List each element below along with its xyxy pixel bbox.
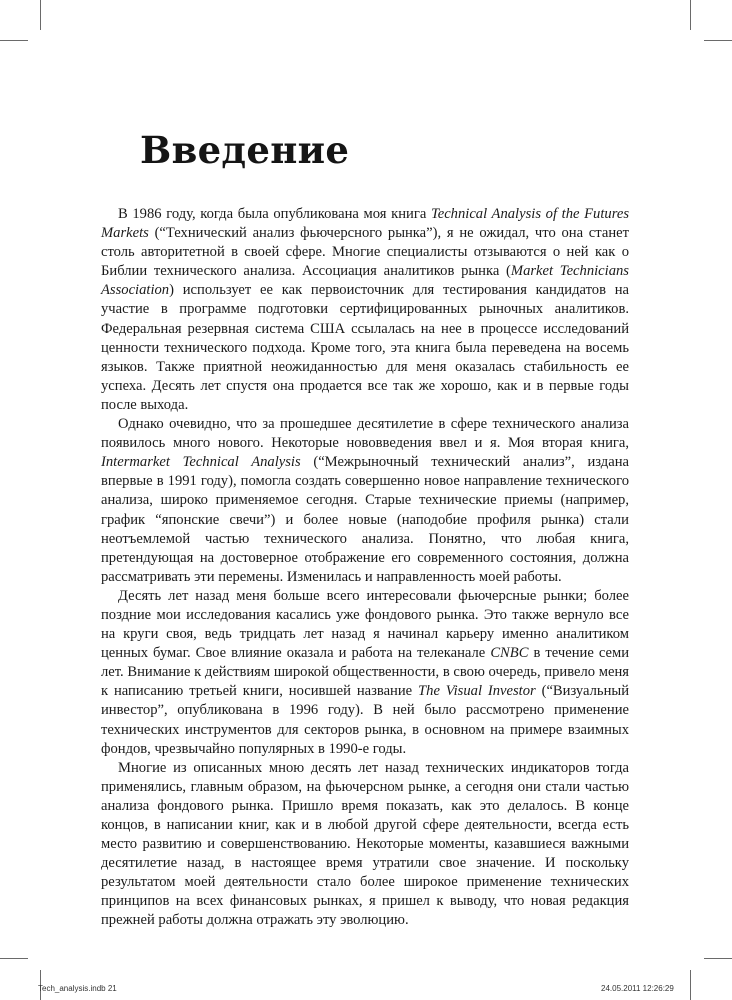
paragraph: В 1986 году, когда была опубликована моя книга Technical Analysis of the Futures Markets (“Технический анализ фьючерсного рынка”), я не ожидал, что она станет столь авторитетной в своей сфере. Многие специалисты отзываются о ней как о Библии технического анализа. Ассоциация аналитиков рынка (Market Technicians Association) использует ее как первоисточник для тестирования кандидатов на участие в программе подготовки сертифицированных рыночных аналитиков. Федеральная резервная система США ссылалась на нее в процессе исследований ценности технического подхода. Кроме того, эта книга была переведена на восемь языков. Также приятной неожиданностью для меня оказалась стабильность ее успеха. Десять лет спустя она продается все так же хорошо, как и в первые годы после выхода. [101,206,629,413]
crop-mark-right-lower [704,958,732,959]
italic-title: Market Technicians Association [101,263,629,299]
crop-mark-top-right [690,0,691,30]
crop-mark-bottom-right [690,970,691,1000]
paragraph: Однако очевидно, что за прошедшее десятилетие в сфере технического анализа появилось много нового. Некоторые нововведения ввел и я. Моя вторая книга, Intermarket Technical Analysis (“Межрыночный технический анализ”, издана впервые в 1991 году), помогла создать совершенно новое направление технического анализа, широко применяемое сегодня. Старые технические приемы (например, график “японские свечи”) и более новые (наподобие профиля рынка) стали неотъемлемой частью технического анализа. Понятно, что любая книга, претендующая на достоверное отображение его современного состояния, должна рассматривать эти перемены. Изменилась и направленность моей работы. [101,416,629,585]
italic-title: The Visual Investor [418,683,536,700]
crop-mark-left-upper [0,40,28,41]
footer-timestamp: 24.05.2011 12:26:29 [601,984,674,993]
italic-title: Intermarket Technical Analysis [101,454,301,471]
chapter-title: Введение [140,128,350,172]
italic-title: Technical Analysis of the Futures Markets [101,206,629,242]
paragraph: Многие из описанных мною десять лет назад технических индикаторов тогда применялись, главным образом, на фьючерсном рынке, а сегодня они стали частью анализа фондового рынка. Пришло время показать, как это делалось. В конце концов, в написании книг, как и в любой другой сфере деятельности, всегда есть место развитию и совершенствованию. Некоторые моменты, казавшиеся важными десятилетие назад, в настоящее время утратили свое значение. И поскольку результатом моей деятельности стало более широкое применение технических принципов на всех финансовых рынках, я пришел к выводу, что новая редакция прежней работы должна отражать эту эволюцию. [101,759,629,929]
italic-title: CNBC [490,645,529,662]
crop-mark-left-lower [0,958,28,959]
crop-mark-right-upper [704,40,732,41]
crop-mark-top-left [40,0,41,30]
paragraph: Десять лет назад меня больше всего интересовали фьючерсные рынки; более поздние мои исследования касались уже фондового рынка. Это также вернуло все на круги своя, ведь тридцать лет назад я начинал карьеру именно аналитиком ценных бумаг. Свое влияние оказала и работа на телеканале CNBC в течение семи лет. Внимание к действиям широкой общественности, в свою очередь, привело меня к написанию третьей книги, носившей название The Visual Investor (“Визуальный инвестор”, опубликована в 1996 году). В ней было рассмотрено применение технических инструментов для секторов рынка, в основном на примере взаимных фондов, чрезвычайно популярных в 1990-е годы. [101,587,630,757]
body-text [101,205,629,931]
footer-file-name: Tech_analysis.indb 21 [38,984,117,993]
